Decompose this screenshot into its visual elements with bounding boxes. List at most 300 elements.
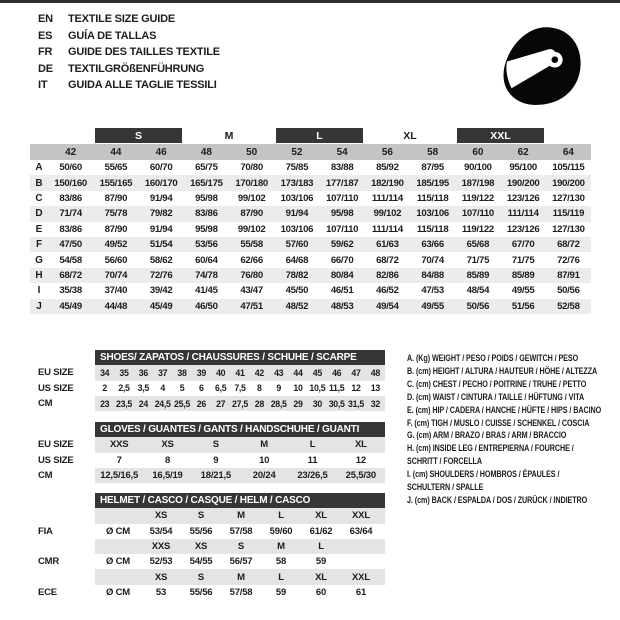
size-value: 127/130 <box>552 192 585 204</box>
size-value: 49/55 <box>421 300 444 312</box>
size-value: 7 <box>116 454 122 466</box>
racing-helmet-icon <box>494 22 588 114</box>
gloves-size-table <box>30 422 402 483</box>
size-col-42: 42 <box>65 146 77 158</box>
size-value: M <box>277 541 285 553</box>
row-letter: E <box>35 223 43 235</box>
section-row <box>30 453 402 468</box>
size-value: XL <box>315 510 327 522</box>
size-value: 68/72 <box>376 254 399 266</box>
size-value: 190/200 <box>552 177 585 189</box>
size-value: 123/126 <box>506 192 540 204</box>
size-value: 48/53 <box>330 300 354 312</box>
legend-line: E. (cm) HIP / CADERA / HANCHE / HÜFTE / HIPS / BACINO <box>407 404 602 415</box>
language-code: ES <box>38 29 53 42</box>
measure-row-e <box>30 222 591 237</box>
size-value: 55/56 <box>189 525 213 537</box>
size-value: M <box>237 571 245 583</box>
size-value: 12 <box>355 454 366 466</box>
size-value: 177/187 <box>325 177 359 189</box>
size-value: 61/62 <box>309 525 333 537</box>
size-value: XS <box>154 571 168 583</box>
size-value: 68/72 <box>59 269 82 281</box>
size-value: 190/200 <box>506 177 540 189</box>
section-row-body <box>95 569 385 584</box>
size-value: 150/160 <box>54 177 87 189</box>
size-value: 63/66 <box>421 239 444 251</box>
size-value: 68/72 <box>557 239 580 251</box>
section-header-row <box>30 422 402 437</box>
legend-line: D. (cm) WAIST / CINTURA / TAILLE / HÜFTUNG / VITA <box>407 391 585 402</box>
row-label-eu-size: EU SIZE <box>38 367 74 379</box>
measure-row-g <box>30 252 591 267</box>
row-letter: F <box>35 239 43 251</box>
section-header-row <box>30 493 402 508</box>
section-row-body <box>95 437 385 452</box>
size-value: 170/180 <box>235 177 268 189</box>
size-value: 23 <box>100 398 110 409</box>
spacer <box>30 350 95 365</box>
size-value: 36 <box>138 367 148 378</box>
size-value: 59/62 <box>330 239 354 251</box>
spacer <box>30 493 95 508</box>
section-row-body <box>95 468 385 483</box>
size-value: 45/50 <box>285 285 309 297</box>
size-value: 39/42 <box>149 285 173 297</box>
size-value: 79/82 <box>149 208 173 220</box>
size-value: 87/90 <box>240 208 263 220</box>
size-group-cell <box>93 127 184 144</box>
size-value: 91/94 <box>149 192 173 204</box>
size-value: 80/84 <box>330 269 354 281</box>
size-value: 111/114 <box>507 208 539 220</box>
section-row-body <box>95 381 385 396</box>
language-title: GUIDE DES TAILLES TEXTILE <box>68 46 220 59</box>
size-value: 75/78 <box>104 208 128 220</box>
row-label-fia: FIA <box>38 525 53 537</box>
size-col-56: 56 <box>381 146 393 158</box>
size-value: 65/75 <box>195 162 218 174</box>
size-value: 35/38 <box>59 285 82 297</box>
size-value: XS <box>194 541 208 553</box>
language-list <box>38 11 220 94</box>
size-col-48: 48 <box>200 146 212 158</box>
size-value: 58 <box>275 556 287 568</box>
size-number-row <box>30 144 591 160</box>
section-title: SHOES/ ZAPATOS / CHAUSSURES / SCHUHE / SCARPE <box>95 350 385 365</box>
legend-line: SCHULTERN / SPALLE <box>407 482 484 493</box>
size-value: 49/55 <box>511 285 535 297</box>
section-row <box>30 554 402 569</box>
size-value: 40 <box>216 367 226 378</box>
size-col-46: 46 <box>155 146 167 158</box>
language-code: IT <box>38 79 48 92</box>
row-label-cmr: CMR <box>38 556 60 568</box>
size-value: 43 <box>274 367 284 378</box>
size-value: 5 <box>179 383 185 394</box>
size-value: 115/118 <box>416 192 449 204</box>
size-value: 103/106 <box>280 223 314 235</box>
size-value: 46/52 <box>376 285 399 297</box>
size-value: 61 <box>355 586 367 598</box>
row-letter: D <box>35 208 43 220</box>
size-value: 90/100 <box>464 162 492 174</box>
size-value: 43/47 <box>240 285 263 297</box>
size-value: 53 <box>155 586 167 598</box>
size-value: 26 <box>196 398 206 409</box>
size-value: 56/57 <box>229 556 253 568</box>
size-value: 74/78 <box>195 269 218 281</box>
measurement-legend <box>407 352 615 507</box>
size-value: 70/74 <box>421 254 444 266</box>
size-value: 71/75 <box>511 254 535 266</box>
section-row <box>30 468 402 483</box>
size-value: 103/106 <box>280 192 314 204</box>
size-col-50: 50 <box>246 146 258 158</box>
first-col: Ø CM <box>105 556 130 568</box>
size-value: 111/114 <box>371 223 403 235</box>
size-value: 9 <box>213 454 219 466</box>
size-value: 53/54 <box>149 525 173 537</box>
size-value: 71/75 <box>466 254 490 266</box>
size-value: 54/55 <box>189 556 213 568</box>
size-value: 6 <box>199 383 204 394</box>
size-value: 62/66 <box>240 254 263 266</box>
size-value: 72/76 <box>557 254 580 266</box>
size-value: 187/198 <box>461 177 495 189</box>
size-value: 87/90 <box>104 192 128 204</box>
size-col-54: 54 <box>336 146 348 158</box>
section-row <box>30 365 402 380</box>
size-value: 46/50 <box>195 300 218 312</box>
section-row-body <box>95 508 385 523</box>
shoes-size-table <box>30 350 402 411</box>
size-value: 99/102 <box>373 208 402 220</box>
size-value: 64/68 <box>285 254 309 266</box>
row-letter: A <box>35 162 43 174</box>
size-value: 47 <box>351 367 361 378</box>
size-value: 39 <box>196 367 206 378</box>
size-value: S <box>197 510 205 522</box>
size-value: 25,5 <box>174 398 190 409</box>
size-value: 50/56 <box>557 285 580 297</box>
section-row <box>30 539 402 554</box>
size-value: 95/98 <box>195 192 218 204</box>
size-value: 10 <box>259 454 270 466</box>
row-letter: G <box>35 254 43 266</box>
legend-line: A. (Kg) WEIGHT / PESO / POIDS / GEWITCH / PESO <box>407 353 579 363</box>
row-letter: B <box>35 177 43 189</box>
size-value: 37/40 <box>104 285 128 297</box>
size-value: 28 <box>254 398 264 409</box>
size-value: S <box>212 439 219 451</box>
legend-line: J. (cm) BACK / ESPALDA / DOS / ZURÜCK / INDIETRO <box>407 494 588 505</box>
size-group-row <box>30 127 591 144</box>
size-value: 47/53 <box>421 285 444 297</box>
legend-line: SCHRITT / FORCELLA <box>407 456 482 467</box>
size-value: 105/115 <box>552 162 585 174</box>
section-row <box>30 381 402 396</box>
size-value: 75/85 <box>285 162 309 174</box>
size-value: 87/95 <box>421 162 444 174</box>
size-value: 63/64 <box>349 525 373 537</box>
size-value: 87/91 <box>557 269 580 281</box>
size-value: 24 <box>138 398 148 409</box>
size-value: 49/52 <box>104 239 128 251</box>
section-title: GLOVES / GUANTES / GANTS / HANDSCHUHE / GUANTI <box>95 422 385 437</box>
measure-row-d <box>30 206 591 221</box>
size-value: L <box>309 439 316 451</box>
size-value: 84/88 <box>421 269 444 281</box>
language-code: DE <box>38 62 53 75</box>
section-row-body <box>95 396 385 411</box>
language-title: TEXTILGRÖßENFÜHRUNG <box>68 62 205 75</box>
size-value: 58/62 <box>149 254 173 266</box>
size-value: 91/94 <box>285 208 309 220</box>
size-col-64: 64 <box>562 146 574 158</box>
size-value: 60/64 <box>195 254 218 266</box>
size-value: 37 <box>158 367 168 378</box>
size-value: 44 <box>293 367 303 378</box>
size-value: 119/122 <box>461 223 494 235</box>
size-value: 20/24 <box>252 470 276 482</box>
size-value: L <box>318 541 324 553</box>
legend-line: F. (cm) TIGH / MUSLO / CUISSE / SCHENKEL / COSCIA <box>407 417 590 428</box>
size-value: S <box>197 571 205 583</box>
size-value: 91/94 <box>149 223 173 235</box>
section-row <box>30 585 402 600</box>
size-value: 83/86 <box>195 208 218 220</box>
measure-row-c <box>30 191 591 206</box>
spacer <box>546 127 591 144</box>
size-value: 53/56 <box>195 239 218 251</box>
size-value: 16,5/19 <box>152 470 183 482</box>
size-value: 55/58 <box>240 239 263 251</box>
size-value: 42 <box>254 367 264 378</box>
section-row-body <box>95 585 385 600</box>
size-value: 67/70 <box>511 239 535 251</box>
size-value: 34 <box>100 367 110 378</box>
size-value: 25,5/30 <box>345 470 376 482</box>
size-value: 185/195 <box>416 177 449 189</box>
size-value: 57/60 <box>285 239 309 251</box>
size-value: 31,5 <box>348 398 364 409</box>
language-row <box>38 11 220 28</box>
size-value: 8 <box>257 383 262 394</box>
size-value: XL <box>315 571 327 583</box>
size-value: 45 <box>312 367 322 378</box>
size-value: 107/110 <box>461 208 494 220</box>
size-value: 10,5 <box>309 383 326 394</box>
section-row-body <box>95 365 385 380</box>
size-value: 45/49 <box>59 300 82 312</box>
size-value: 7,5 <box>234 383 246 394</box>
size-value: 111/114 <box>371 192 403 204</box>
legend-line: B. (cm) HEIGHT / ALTURA / HAUTEUR / HÖHE / ALTEZZA <box>407 365 598 376</box>
size-value: L <box>278 510 284 522</box>
size-value: 41/45 <box>195 285 218 297</box>
size-value: 182/190 <box>371 177 404 189</box>
first-col: Ø CM <box>105 525 130 537</box>
spacer <box>30 144 48 160</box>
size-value: 83/86 <box>59 223 82 235</box>
size-value: 12,5/16,5 <box>100 470 139 482</box>
measure-row-j <box>30 299 591 314</box>
size-value: 65/68 <box>466 239 490 251</box>
size-value: 4 <box>160 383 165 394</box>
top-border-line <box>0 0 620 3</box>
size-value: 23,5 <box>116 398 132 409</box>
language-code: FR <box>38 46 53 59</box>
size-value: 24,5 <box>154 398 171 409</box>
size-group-cell <box>455 127 546 144</box>
size-value: 12 <box>351 383 361 394</box>
size-col-58: 58 <box>427 146 439 158</box>
row-letter: C <box>35 192 43 204</box>
size-value: XXS <box>151 541 171 553</box>
size-col-44: 44 <box>110 146 122 158</box>
size-group-xxl: XXL <box>457 128 544 143</box>
size-value: 60 <box>315 586 327 598</box>
size-value: 165/175 <box>190 177 223 189</box>
size-value: S <box>237 541 245 553</box>
language-title: GUÍA DE TALLAS <box>68 29 157 42</box>
size-value: 47/50 <box>59 239 82 251</box>
size-value: 3,5 <box>137 383 149 394</box>
measure-row-f <box>30 237 591 252</box>
size-value: XXL <box>352 510 370 522</box>
size-value: 6,5 <box>214 383 227 394</box>
size-value: 95/100 <box>509 162 537 174</box>
section-row <box>30 569 402 584</box>
size-value: 72/76 <box>149 269 173 281</box>
section-row-body <box>95 539 385 554</box>
language-row <box>38 44 220 61</box>
size-value: 85/89 <box>511 269 535 281</box>
size-value: 78/82 <box>285 269 309 281</box>
size-col-62: 62 <box>517 146 529 158</box>
size-col-52: 52 <box>291 146 303 158</box>
spacer <box>30 569 95 584</box>
size-group-m: M <box>224 129 234 142</box>
size-value: 52/58 <box>557 300 580 312</box>
size-value: 54/58 <box>59 254 82 266</box>
size-value: 60/70 <box>149 162 173 174</box>
section-row <box>30 437 402 452</box>
size-value: 119/122 <box>461 192 494 204</box>
size-value: 99/102 <box>237 192 266 204</box>
size-value: 59 <box>315 556 327 568</box>
size-value: 57/58 <box>229 525 253 537</box>
size-value: XXS <box>109 439 129 451</box>
size-value: 30,5 <box>328 398 345 409</box>
row-label-ece: ECE <box>38 586 57 598</box>
size-value: 95/98 <box>330 208 354 220</box>
first-col: Ø CM <box>105 586 130 598</box>
size-value: 45/49 <box>149 300 173 312</box>
size-value: 2,5 <box>118 383 130 394</box>
legend-line: G. (cm) ARM / BRAZO / BRAS / ARM / BRACCIO <box>407 430 567 441</box>
size-group-l: L <box>276 128 363 143</box>
size-value: XXL <box>352 571 370 583</box>
spacer <box>30 422 95 437</box>
size-value: 115/119 <box>552 208 585 220</box>
section-row <box>30 508 402 523</box>
size-value: 51/54 <box>149 239 173 251</box>
language-row <box>38 77 220 94</box>
size-value: 48/54 <box>466 285 490 297</box>
legend-line: I. (cm) SHOULDERS / HOMBROS / ÉPAULES / <box>407 469 560 480</box>
size-value: M <box>237 510 245 522</box>
size-value: 56/60 <box>104 254 128 266</box>
size-value: 23/26,5 <box>297 470 328 482</box>
row-label-us-size: US SIZE <box>38 454 74 466</box>
size-value: XS <box>154 510 168 522</box>
measure-row-a <box>30 160 591 175</box>
size-value: 47/51 <box>240 300 263 312</box>
size-value: 160/170 <box>144 177 178 189</box>
size-value: 70/74 <box>104 269 128 281</box>
size-value: XL <box>354 439 367 451</box>
section-header-row <box>30 350 402 365</box>
size-value: 30 <box>312 398 322 409</box>
size-value: 99/102 <box>237 223 266 235</box>
size-value: 52/53 <box>149 556 173 568</box>
size-group-cell <box>274 127 365 144</box>
size-value: 85/89 <box>466 269 490 281</box>
size-value: 11 <box>307 454 318 466</box>
size-value: 10 <box>293 383 303 394</box>
size-value: L <box>278 571 284 583</box>
size-value: 50/60 <box>59 162 82 174</box>
section-row <box>30 396 402 411</box>
size-value: 38 <box>177 367 187 378</box>
size-value: 27 <box>216 398 226 409</box>
textile-size-table <box>30 127 591 314</box>
size-value: 48/52 <box>285 300 309 312</box>
section-row <box>30 524 402 539</box>
size-value: 59/60 <box>269 525 293 537</box>
size-value: 11,5 <box>328 383 345 394</box>
size-value: 46 <box>332 367 342 378</box>
size-value: 173/183 <box>280 177 314 189</box>
spacer <box>30 508 95 523</box>
size-value: 32 <box>370 398 380 409</box>
row-letter: I <box>37 285 41 297</box>
size-value: 83/86 <box>59 192 82 204</box>
size-value: 107/110 <box>326 192 359 204</box>
row-label-us-size: US SIZE <box>38 382 74 394</box>
size-value: 70/80 <box>240 162 263 174</box>
row-label-cm: CM <box>38 470 53 482</box>
size-value: 27,5 <box>232 398 248 409</box>
legend-line: C. (cm) CHEST / PECHO / POITRINE / TRUHE / PETTO <box>407 378 587 389</box>
size-col-60: 60 <box>472 146 484 158</box>
size-value: XS <box>161 439 174 451</box>
section-title: HELMET / CASCO / CASQUE / HELM / CASCO <box>95 493 385 508</box>
size-value: 127/130 <box>552 223 585 235</box>
size-value: 83/88 <box>330 162 354 174</box>
size-value: 29 <box>293 398 303 409</box>
size-value: 71/74 <box>59 208 82 220</box>
spacer <box>30 127 48 144</box>
size-value: 55/65 <box>104 162 128 174</box>
size-value: 107/110 <box>326 223 359 235</box>
measure-row-b <box>30 175 591 190</box>
size-value: 55/56 <box>189 586 213 598</box>
size-value: 61/63 <box>376 239 399 251</box>
size-value: 95/98 <box>195 223 218 235</box>
